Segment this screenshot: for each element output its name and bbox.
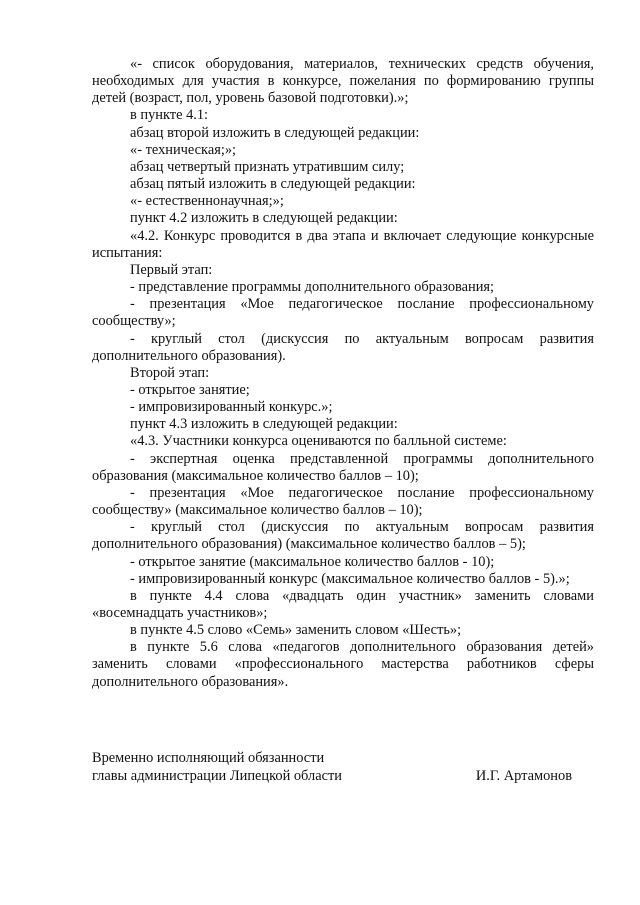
paragraph-program-presentation: - представление программы дополнительного образования; — [130, 279, 495, 296]
paragraph-round-table: - круглый стол (дискуссия по актуальным вопросам развития дополнительного образования). — [92, 330, 594, 364]
signature-line — [92, 767, 582, 785]
signature-title-line2: главы администрации Липецкой области — [92, 768, 342, 784]
paragraph-4-2-text: «4.2. Конкурс проводится в два этапа и включает следующие конкурсные испытания: — [92, 227, 594, 261]
paragraph-presentation-message: - презентация «Мое педагогическое послание профессиональному сообществу»; — [92, 296, 594, 330]
paragraph-open-lesson-score: - открытое занятие (максимальное количество баллов - 10); — [130, 553, 495, 570]
paragraph-technical: «- техническая;»; — [130, 141, 237, 158]
paragraph-improvised-score: - импровизированный конкурс (максимальное количество баллов - 5).»; — [130, 570, 570, 587]
paragraph-4-3-text: «4.3. Участники конкурса оцениваются по балльной системе: — [130, 433, 507, 450]
paragraph-presentation-score: - презентация «Мое педагогическое послание профессиональному сообществу» (максимальное количество баллов – 10); — [92, 484, 594, 519]
paragraph-expert-evaluation: - экспертная оценка представленной программы дополнительного образования (максимальное количество баллов – 10); — [92, 450, 594, 484]
paragraph-fifth-abzac: абзац пятый изложить в следующей редакции: — [130, 176, 416, 193]
paragraph-point-4-4: в пункте 4.4 слова «двадцать один участник» заменить словами «восемнадцать участников»; — [92, 587, 594, 621]
paragraph-open-lesson: - открытое занятие; — [130, 381, 250, 398]
paragraph-round-table-score: - круглый стол (дискуссия по актуальным вопросам развития дополнительного образования) (максимальное количество баллов – 5); — [92, 519, 594, 553]
paragraph-point-4-3: пункт 4.3 изложить в следующей редакции: — [130, 416, 398, 433]
paragraph-point-4-1: в пункте 4.1: — [130, 107, 209, 124]
signatory-name: И.Г. Артамонов — [475, 768, 572, 784]
paragraph-point-4-5: в пункте 4.5 слово «Семь» заменить словом «Шесть»; — [130, 622, 462, 639]
signature-title-line1: Временно исполняющий обязанности — [92, 750, 325, 766]
signature-block — [92, 749, 582, 785]
paragraph-point-5-6: в пункте 5.6 слова «педагогов дополнительного образования детей» заменить словами «профессионального мастерства работников сферы дополнительного образования». — [92, 639, 594, 690]
paragraph-equipment-list: «- список оборудования, материалов, технических средств обучения, необходимых для участия в конкурсе, пожелания по формированию группы детей (возраст, пол, уровень базовой подготовки).»; — [92, 56, 594, 107]
paragraph-fourth-abzac: абзац четвертый признать утратившим силу; — [130, 158, 405, 175]
document-body — [92, 56, 594, 691]
paragraph-first-stage: Первый этап: — [130, 261, 213, 278]
paragraph-point-4-2: пункт 4.2 изложить в следующей редакции: — [130, 210, 398, 227]
paragraph-natural-science: «- естественнонаучная;»; — [130, 193, 284, 210]
paragraph-improvised-contest: - импровизированный конкурс.»; — [130, 399, 333, 416]
paragraph-second-stage: Второй этап: — [130, 364, 210, 381]
paragraph-second-abzac: абзац второй изложить в следующей редакции: — [130, 124, 420, 141]
